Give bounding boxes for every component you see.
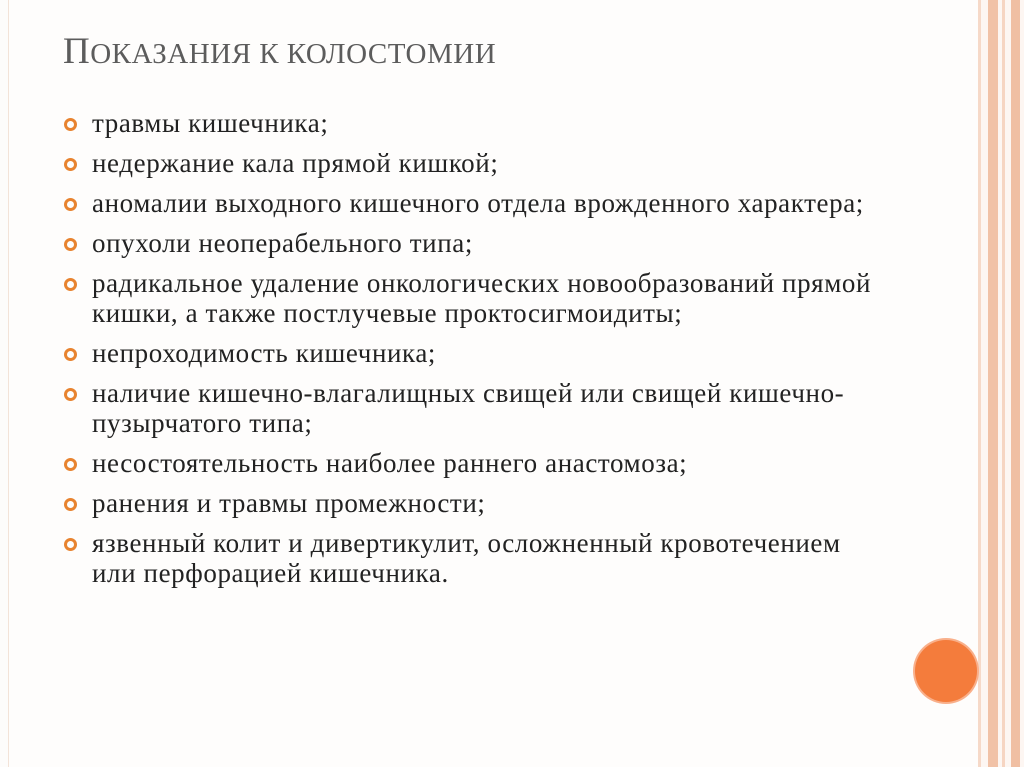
list-item-text: язвенный колит и дивертикулит, осложненный кровотечением или перфорацией кишечника. [92, 528, 841, 588]
circle-bullet-icon [64, 498, 77, 511]
list-item-text: аномалии выходного кишечного отдела врожденного характера; [92, 188, 864, 218]
circle-bullet-icon [64, 538, 77, 551]
circle-bullet-icon [64, 458, 77, 471]
list-item-text: опухоли неоперабельного типа; [92, 228, 473, 258]
list-item [62, 338, 892, 368]
circle-bullet-icon [64, 118, 77, 131]
list-item [62, 148, 892, 178]
circle-bullet-icon [64, 198, 77, 211]
list-item [62, 448, 892, 478]
list-item-text: недержание кала прямой кишкой; [92, 148, 499, 178]
title-rest: ОКАЗАНИЯ К КОЛОСТОМИИ [90, 38, 497, 70]
decorative-stripes [978, 0, 1024, 767]
list-item-text: травмы кишечника; [92, 108, 329, 138]
list-item-text: радикальное удаление онкологических новообразований прямой кишки, а также постлучевые проктосигмоидиты; [92, 268, 872, 328]
list-item [62, 188, 892, 218]
circle-bullet-icon [64, 388, 77, 401]
circle-bullet-icon [64, 348, 77, 361]
title-first-letter: П [63, 31, 91, 72]
decorative-orange-circle [915, 640, 977, 702]
list-item [62, 108, 892, 138]
list-item [62, 228, 892, 258]
circle-bullet-icon [64, 278, 77, 291]
list-item-text: непроходимость кишечника; [92, 338, 437, 368]
list-item [62, 488, 892, 518]
list-item-text: наличие кишечно-влагалищных свищей или свищей кишечно-пузырчатого типа; [92, 378, 845, 438]
slide-title [63, 30, 496, 73]
circle-bullet-icon [64, 238, 77, 251]
list-item [62, 268, 892, 328]
indications-list [62, 108, 892, 598]
list-item-text: ранения и травмы промежности; [92, 488, 486, 518]
list-item [62, 378, 892, 438]
circle-bullet-icon [64, 158, 77, 171]
list-item [62, 528, 892, 588]
list-item-text: несостоятельность наиболее раннего анастомоза; [92, 448, 688, 478]
